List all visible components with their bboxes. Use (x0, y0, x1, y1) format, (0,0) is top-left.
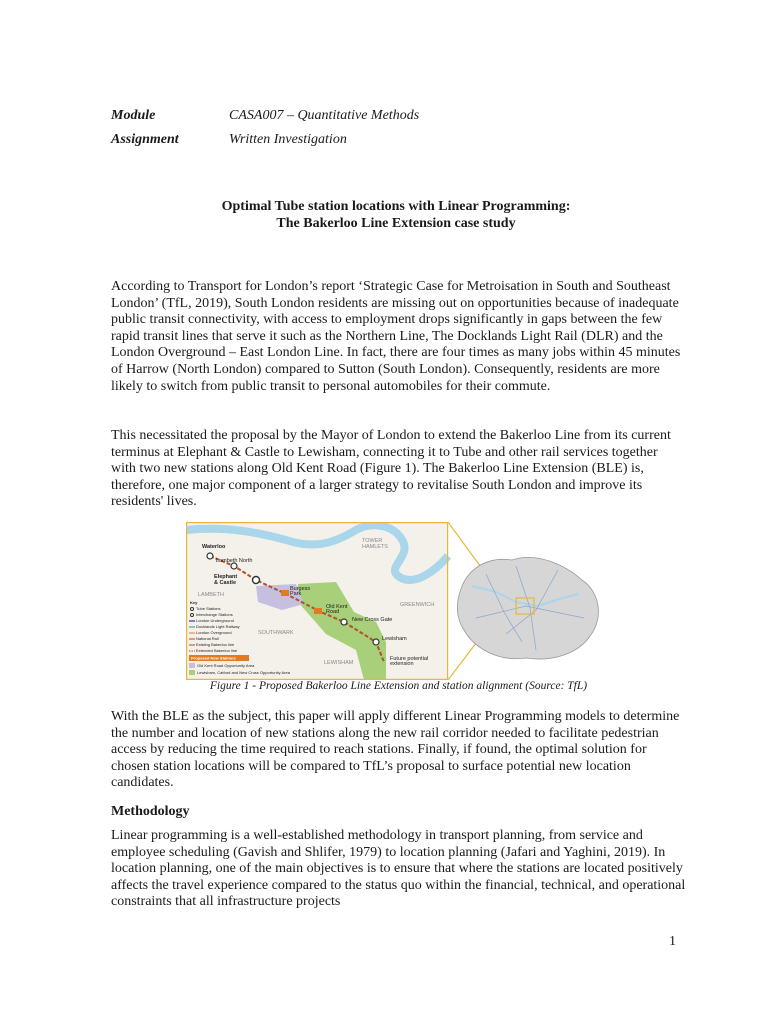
paragraph-intro: According to Transport for London’s report ‘Strategic Case for Metroisation in South and Southeast London’ (TfL, 2019), South London residents are missing out on opportunities because of inadequate public transit connectivity, with access to employment drops significantly in gaps between the few rapid transit lines that serve it such as the Northern Line, The Docklands Light Rail (DLR) and the London Overground – East London Line. In fact, there are four times as many jobs within 45 minutes of Harrow (North London) compared to Sutton (South London). Consequently, residents are more likely to switch from public transit to personal automobiles for their commute. (111, 279, 681, 394)
label-lambeth: LAMBETH (198, 592, 224, 598)
elephant-castle-station-icon (253, 577, 260, 584)
label-road: Road (326, 609, 340, 615)
legend-item: Extended Bakerloo line (196, 648, 238, 653)
legend-title: Key (190, 600, 198, 605)
label-castle: & Castle (214, 580, 237, 586)
new-cross-gate-station-icon (341, 619, 347, 625)
label-greenwich: GREENWICH (400, 602, 435, 608)
paper-title (111, 198, 681, 232)
legend-swatch-green (189, 670, 195, 675)
assignment-value: Written Investigation (229, 132, 347, 147)
legend-opportunity-1: Old Kent Road Opportunity Area (197, 663, 255, 668)
label-future-1: Future potential (390, 656, 429, 662)
title-line-2: The Bakerloo Line Extension case study (276, 216, 516, 231)
legend-item: London Overground (196, 630, 232, 635)
legend-proposed: Proposed New Stations (191, 655, 236, 661)
title-line-1: Optimal Tube station locations with Linear Programming: (221, 199, 571, 214)
assignment-label: Assignment (111, 132, 179, 147)
proposed-station-icon (281, 590, 289, 596)
greater-london-outline (457, 557, 598, 659)
label-park: Park (290, 591, 302, 597)
figure-map (186, 522, 606, 680)
page-number: 1 (669, 934, 676, 949)
legend-item: Existing Bakerloo line (196, 642, 235, 647)
proposed-station-icon (314, 608, 322, 614)
legend-item: Docklands Light Railway (196, 624, 240, 629)
label-new-cross: New Cross Gate (352, 617, 393, 623)
label-future-2: extension (390, 661, 414, 667)
legend-item: Tube Stations (196, 606, 221, 611)
module-value: CASA007 – Quantitative Methods (229, 108, 420, 123)
legend-opportunity-2: Lewisham, Catford and New Cross Opportunity Area (197, 670, 290, 675)
legend-item: National Rail (196, 636, 219, 641)
label-lewisham: Lewisham (382, 636, 407, 642)
paragraph-aim: With the BLE as the subject, this paper will apply different Linear Programming models to determine the number and location of new stations along the new rail corridor needed to facilitate pedestrian access by reducing the time required to reach stations. Finally, if found, the optimal solution for chosen station locations will be compared to TfL’s proposal to surface potential new location candidates. (111, 709, 680, 791)
label-burgess: Burgess (290, 586, 311, 592)
paragraph-proposal: This necessitated the proposal by the Mayor of London to extend the Bakerloo Line from its current terminus at Elephant & Castle to Lewisham, connecting it to Tube and other rail services together with two new stations along Old Kent Road (Figure 1). The Bakerloo Line Extension (BLE) is, therefore, one major component of a larger strategy to revitalise South London and improve its residents' lives. (111, 428, 671, 510)
label-old-kent: Old Kent (326, 604, 348, 610)
paragraph-methodology: Linear programming is a well-established methodology in transport planning, from service and employee scheduling (Gavish and Shlifer, 1979) to location planning (Jafari and Yaghini, 2019). In location planning, one of the main objectives is to ensure that where the stations are located positively affects the travel experience compared to the status quo within the financial, technical, and operational constraints that all infrastructure projects (111, 828, 686, 910)
label-waterloo: Waterloo (202, 544, 226, 550)
module-label: Module (111, 108, 156, 123)
figure-caption: Figure 1 - Proposed Bakerloo Line Extension and station alignment (Source: TfL) (209, 680, 588, 692)
label-southwark: SOUTHWARK (258, 630, 294, 636)
waterloo-station-icon (207, 553, 213, 559)
legend-item: Interchange Stations (196, 612, 233, 617)
label-hamlets: HAMLETS (362, 544, 388, 550)
methodology-heading: Methodology (111, 804, 190, 819)
label-lambeth-north: Lambeth North (216, 558, 253, 564)
legend-item: London Underground (196, 618, 234, 623)
label-lewisham-area: LEWISHAM (324, 660, 354, 666)
legend-swatch-purple (189, 663, 195, 668)
label-tower: TOWER (362, 538, 383, 544)
label-elephant: Elephant (214, 574, 238, 580)
lewisham-station-icon (373, 639, 379, 645)
london-inset-map (457, 557, 598, 659)
